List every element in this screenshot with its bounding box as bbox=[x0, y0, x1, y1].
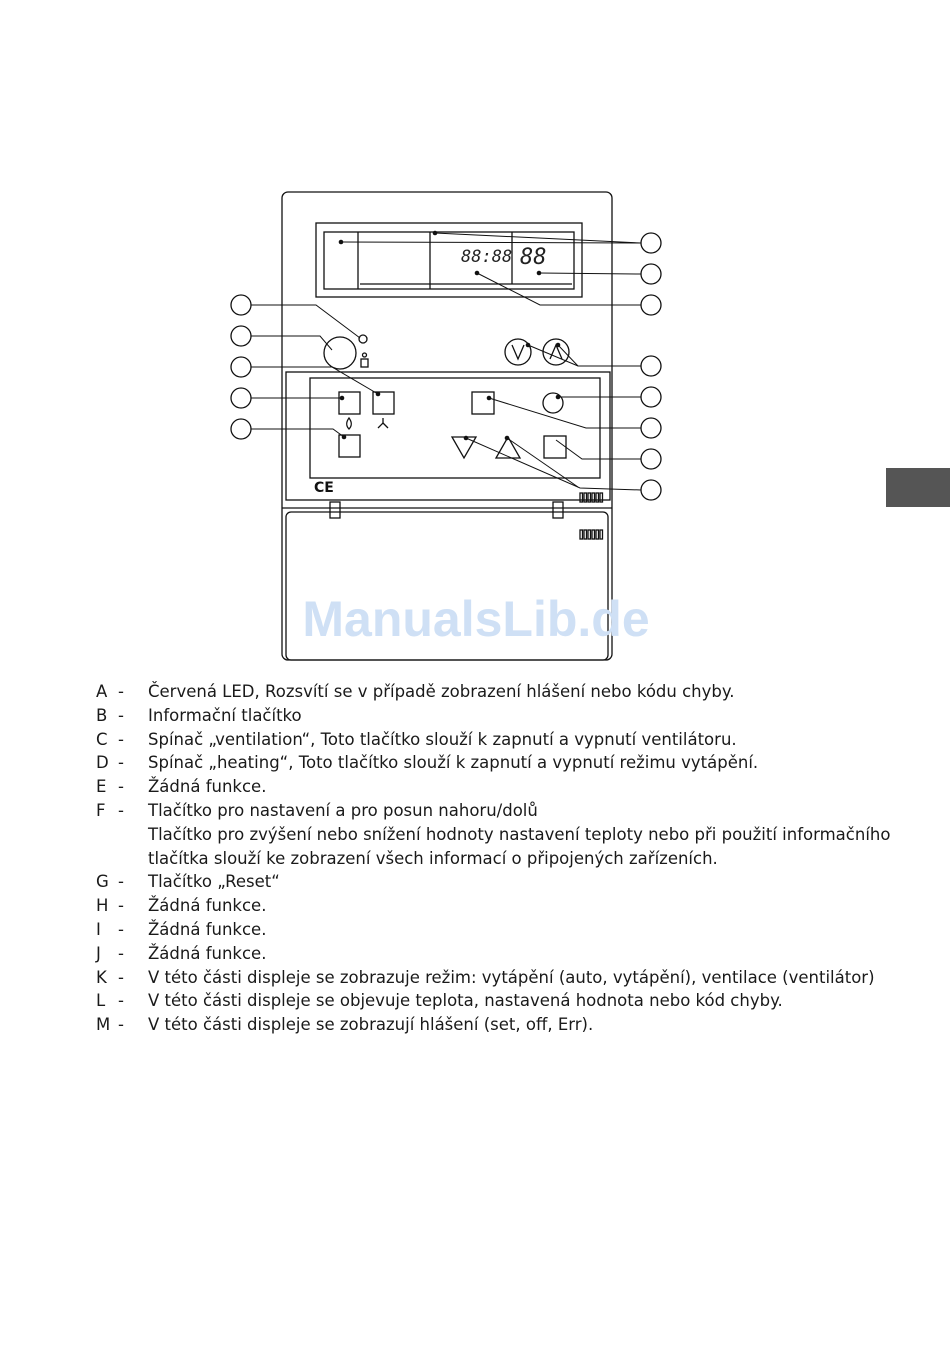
section-tab bbox=[886, 468, 950, 507]
callout-circle bbox=[641, 356, 661, 376]
legend-text: Žádná funkce. bbox=[148, 777, 267, 797]
legend-letter: L bbox=[96, 991, 106, 1011]
legend-item bbox=[96, 751, 876, 775]
red-led bbox=[359, 335, 367, 343]
legend-separator: - bbox=[118, 967, 124, 987]
legend-item bbox=[96, 1013, 876, 1037]
legend-list bbox=[96, 680, 891, 1037]
triangle-down-button[interactable] bbox=[452, 437, 476, 458]
legend-separator: - bbox=[118, 919, 124, 939]
legend-letter: A bbox=[96, 682, 108, 701]
legend-separator: - bbox=[118, 753, 124, 773]
legend-letter: B bbox=[96, 705, 108, 725]
legend-item bbox=[96, 704, 876, 728]
legend-text: Spínač „heating“, Toto tlačítko slouží k zapnutí a vypnutí režimu vytápění. bbox=[148, 753, 759, 773]
legend-separator: - bbox=[118, 777, 124, 797]
display-time-digits: 88:88 bbox=[461, 247, 513, 267]
callout-circle bbox=[641, 387, 661, 407]
callout-circle bbox=[231, 295, 251, 315]
callout-circle bbox=[231, 357, 251, 377]
hinge-left bbox=[330, 502, 340, 518]
legend-separator: - bbox=[118, 896, 124, 916]
heating-switch[interactable] bbox=[339, 392, 360, 414]
legend-item bbox=[96, 680, 876, 704]
callout-circle bbox=[231, 326, 251, 346]
info-button[interactable] bbox=[324, 337, 356, 369]
legend-separator: - bbox=[118, 943, 124, 963]
legend-continuation: tlačítka slouží ke zobrazení všech informací o připojených zařízeních. bbox=[148, 848, 718, 868]
callout-circle bbox=[231, 419, 251, 439]
legend-text: Informační tlačítko bbox=[148, 705, 302, 725]
legend-separator: - bbox=[118, 872, 124, 892]
legend-separator: - bbox=[118, 729, 124, 749]
legend-item bbox=[96, 966, 876, 990]
legend-item bbox=[96, 799, 876, 823]
legend-text: Spínač „ventilation“, Toto tlačítko slouží k zapnutí a vypnutí ventilátoru. bbox=[148, 729, 737, 749]
chevron-down-icon bbox=[512, 345, 524, 359]
callout-circle bbox=[641, 295, 661, 315]
legend-separator: - bbox=[118, 800, 124, 820]
legend-item bbox=[96, 870, 876, 894]
callout-circle bbox=[641, 449, 661, 469]
display-value-digits: 88 bbox=[520, 245, 547, 270]
legend-item bbox=[96, 989, 876, 1013]
legend-text: V této části displeje se objevuje teplota, nastavená hodnota nebo kód chyby. bbox=[148, 991, 783, 1011]
info-icon bbox=[361, 353, 368, 367]
legend-text: Žádná funkce. bbox=[148, 943, 267, 963]
legend-text: V této části displeje se zobrazují hlášení (set, off, Err). bbox=[148, 1015, 594, 1035]
reset-button[interactable] bbox=[472, 392, 494, 414]
callout-circle bbox=[641, 480, 661, 500]
hinge-right bbox=[553, 502, 563, 518]
legend-item bbox=[96, 728, 876, 752]
legend-text: Tlačítko pro nastavení a pro posun nahoru/dolů bbox=[148, 800, 538, 820]
legend-letter: D bbox=[96, 753, 109, 773]
legend-separator: - bbox=[118, 682, 124, 701]
legend-continuation: Tlačítko pro zvýšení nebo snížení hodnoty nastavení teploty nebo při použití informačního bbox=[148, 824, 891, 844]
legend-letter: H bbox=[96, 896, 109, 916]
legend-item bbox=[96, 918, 876, 942]
legend-text: Červená LED, Rozsvítí se v případě zobrazení hlášení nebo kódu chyby. bbox=[148, 682, 735, 701]
legend-separator: - bbox=[118, 705, 124, 725]
fan-icon bbox=[378, 418, 388, 428]
legend-letter: M bbox=[96, 1015, 111, 1035]
flame-icon bbox=[347, 418, 352, 429]
callout-circle bbox=[641, 418, 661, 438]
legend-separator: - bbox=[118, 991, 124, 1011]
square-button-j[interactable] bbox=[544, 436, 566, 458]
watermark: ManualsLib.de bbox=[302, 591, 650, 647]
legend-text: Tlačítko „Reset“ bbox=[148, 872, 280, 892]
legend-text: Žádná funkce. bbox=[148, 919, 267, 939]
legend-letter: I bbox=[96, 919, 101, 939]
legend-letter: G bbox=[96, 872, 109, 892]
legend-item bbox=[96, 775, 876, 799]
legend-text: V této části displeje se zobrazuje režim: vytápění (auto, vytápění), ventilace (ventilátor) bbox=[148, 967, 875, 987]
triangle-up-button[interactable] bbox=[496, 437, 520, 458]
legend-letter: K bbox=[96, 967, 107, 987]
callout-circle bbox=[641, 233, 661, 253]
legend-letter: F bbox=[96, 800, 106, 820]
callout-circle bbox=[641, 264, 661, 284]
legend-item bbox=[96, 894, 876, 918]
legend-letter: J bbox=[96, 943, 101, 963]
ce-mark: CE bbox=[314, 480, 334, 496]
legend-letter: C bbox=[96, 729, 108, 749]
legend-separator: - bbox=[118, 1015, 124, 1035]
legend-text: Žádná funkce. bbox=[148, 896, 267, 916]
legend-letter: E bbox=[96, 777, 107, 797]
legend-item bbox=[96, 942, 876, 966]
speaker-grille-icon bbox=[580, 530, 603, 539]
callout-circle bbox=[231, 388, 251, 408]
